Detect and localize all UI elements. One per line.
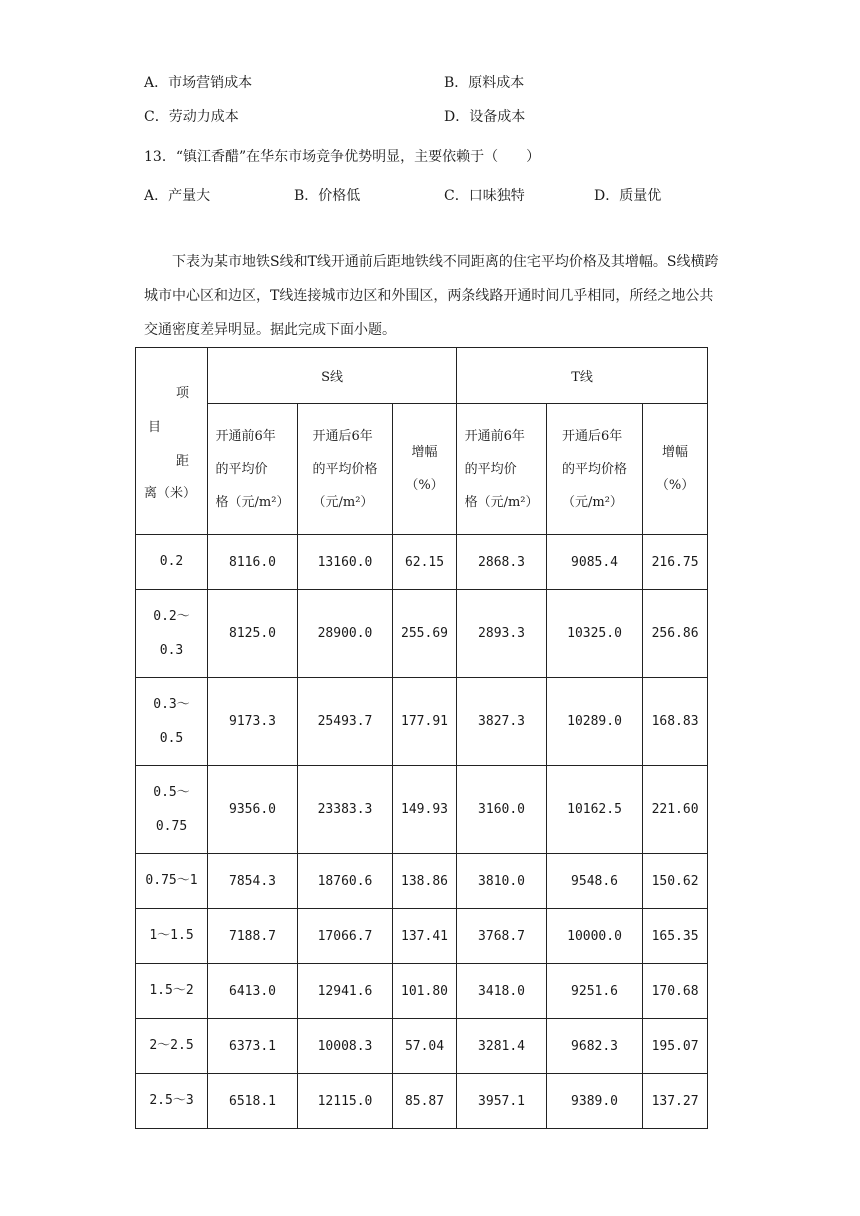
column-header-line: （元/m²） bbox=[562, 494, 623, 510]
distance-line: 0.3 bbox=[159, 642, 184, 658]
value-cell: 12115.0 bbox=[298, 1074, 393, 1129]
distance-line: 0.3～ bbox=[153, 696, 190, 712]
distance-line: 0.5 bbox=[159, 730, 184, 746]
column-header bbox=[547, 404, 643, 535]
value-cell: 3768.7 bbox=[457, 909, 547, 964]
value-cell: 9251.6 bbox=[547, 964, 643, 1019]
column-header-line: 开通前6年 bbox=[464, 428, 525, 444]
value-cell: 2868.3 bbox=[457, 535, 547, 590]
value-cell: 7188.7 bbox=[208, 909, 298, 964]
column-header-line: 增幅 bbox=[662, 445, 689, 460]
column-header-line: 开通后6年 bbox=[562, 428, 623, 444]
value-cell: 10008.3 bbox=[298, 1019, 393, 1074]
distance-cell bbox=[136, 766, 208, 854]
table-row bbox=[136, 678, 708, 766]
value-cell: 9173.3 bbox=[208, 678, 298, 766]
column-header-line: 的平均价格 bbox=[562, 461, 628, 477]
column-header-line: 增幅 bbox=[411, 445, 438, 460]
distance-line: 0.75 bbox=[155, 818, 188, 834]
distance-line: 1.5～2 bbox=[149, 983, 194, 998]
value-cell: 62.15 bbox=[393, 535, 457, 590]
value-cell: 25493.7 bbox=[298, 678, 393, 766]
distance-cell bbox=[136, 535, 208, 590]
distance-cell bbox=[136, 590, 208, 678]
price-table bbox=[135, 347, 708, 1129]
value-cell: 255.69 bbox=[393, 590, 457, 678]
value-cell: 3281.4 bbox=[457, 1019, 547, 1074]
q13-question: 13．“镇江香醋”在华东市场竞争优势明显，主要依赖于（ ） bbox=[144, 149, 541, 165]
value-cell: 138.86 bbox=[393, 854, 457, 909]
value-cell: 256.86 bbox=[643, 590, 708, 678]
corner-text-3: 距 bbox=[176, 454, 190, 469]
distance-line: 2～2.5 bbox=[149, 1038, 194, 1053]
value-cell: 3827.3 bbox=[457, 678, 547, 766]
distance-cell bbox=[136, 909, 208, 964]
column-header bbox=[457, 404, 547, 535]
value-cell: 165.35 bbox=[643, 909, 708, 964]
table-row bbox=[136, 909, 708, 964]
value-cell: 216.75 bbox=[643, 535, 708, 590]
table-row bbox=[136, 964, 708, 1019]
distance-cell bbox=[136, 678, 208, 766]
q13-option-d: D．质量优 bbox=[594, 188, 662, 204]
group-header-s: S线 bbox=[208, 348, 457, 404]
table-row bbox=[136, 1019, 708, 1074]
distance-line: 0.5～ bbox=[153, 784, 190, 800]
value-cell: 9085.4 bbox=[547, 535, 643, 590]
value-cell: 12941.6 bbox=[298, 964, 393, 1019]
corner-header bbox=[136, 348, 208, 535]
value-cell: 3160.0 bbox=[457, 766, 547, 854]
value-cell: 9356.0 bbox=[208, 766, 298, 854]
value-cell: 6518.1 bbox=[208, 1074, 298, 1129]
value-cell: 3810.0 bbox=[457, 854, 547, 909]
corner-text-4: 离（米） bbox=[144, 486, 197, 501]
distance-line: 0.2 bbox=[159, 554, 184, 569]
value-cell: 3957.1 bbox=[457, 1074, 547, 1129]
column-header-line: 的平均价格 bbox=[312, 461, 378, 477]
column-header bbox=[393, 404, 457, 535]
value-cell: 8116.0 bbox=[208, 535, 298, 590]
value-cell: 23383.3 bbox=[298, 766, 393, 854]
column-header-line: 开通后6年 bbox=[312, 428, 373, 444]
value-cell: 6373.1 bbox=[208, 1019, 298, 1074]
q13-option-b: B．价格低 bbox=[294, 188, 361, 204]
table-row bbox=[136, 590, 708, 678]
distance-line: 1～1.5 bbox=[149, 928, 194, 943]
value-cell: 28900.0 bbox=[298, 590, 393, 678]
distance-line: 0.75～1 bbox=[145, 873, 198, 888]
q12-option-b: B．原料成本 bbox=[444, 75, 525, 91]
value-cell: 9682.3 bbox=[547, 1019, 643, 1074]
table-row bbox=[136, 535, 708, 590]
value-cell: 10289.0 bbox=[547, 678, 643, 766]
column-header-line: 的平均价 bbox=[464, 461, 517, 477]
value-cell: 3418.0 bbox=[457, 964, 547, 1019]
column-header-line: 格（元/m²） bbox=[464, 494, 539, 510]
corner-text-2: 目 bbox=[148, 420, 162, 435]
corner-text-1: 项 bbox=[176, 386, 190, 401]
value-cell: 18760.6 bbox=[298, 854, 393, 909]
value-cell: 2893.3 bbox=[457, 590, 547, 678]
column-header-line: （元/m²） bbox=[312, 494, 374, 510]
table-row bbox=[136, 1074, 708, 1129]
passage: 下表为某市地铁S线和T线开通前后距地铁线不同距离的住宅平均价格及其增幅。S线横跨城市中心区和边区，T线连接城市边区和外围区，两条线路开通时间几乎相同，所经之地公共交通密度差异明显。据此完成下面小题。 bbox=[144, 254, 719, 338]
distance-line: 0.2～ bbox=[153, 608, 190, 624]
q13-option-a: A．产量大 bbox=[144, 188, 211, 204]
value-cell: 17066.7 bbox=[298, 909, 393, 964]
column-header bbox=[643, 404, 708, 535]
value-cell: 6413.0 bbox=[208, 964, 298, 1019]
value-cell: 13160.0 bbox=[298, 535, 393, 590]
value-cell: 168.83 bbox=[643, 678, 708, 766]
column-header-line: 格（元/m²） bbox=[215, 494, 290, 510]
value-cell: 150.62 bbox=[643, 854, 708, 909]
value-cell: 8125.0 bbox=[208, 590, 298, 678]
value-cell: 101.80 bbox=[393, 964, 457, 1019]
table-row bbox=[136, 766, 708, 854]
value-cell: 137.27 bbox=[643, 1074, 708, 1129]
distance-cell bbox=[136, 854, 208, 909]
distance-cell bbox=[136, 964, 208, 1019]
value-cell: 9389.0 bbox=[547, 1074, 643, 1129]
value-cell: 10000.0 bbox=[547, 909, 643, 964]
distance-cell bbox=[136, 1019, 208, 1074]
column-header bbox=[298, 404, 393, 535]
q12-option-c: C．劳动力成本 bbox=[144, 109, 239, 125]
value-cell: 221.60 bbox=[643, 766, 708, 854]
column-header-line: 的平均价 bbox=[215, 461, 268, 477]
value-cell: 177.91 bbox=[393, 678, 457, 766]
value-cell: 195.07 bbox=[643, 1019, 708, 1074]
distance-cell bbox=[136, 1074, 208, 1129]
value-cell: 57.04 bbox=[393, 1019, 457, 1074]
q13-option-c: C．口味独特 bbox=[444, 188, 525, 204]
table-row bbox=[136, 854, 708, 909]
value-cell: 149.93 bbox=[393, 766, 457, 854]
value-cell: 170.68 bbox=[643, 964, 708, 1019]
value-cell: 137.41 bbox=[393, 909, 457, 964]
q12-option-a: A．市场营销成本 bbox=[144, 75, 253, 91]
group-header-t: T线 bbox=[457, 348, 708, 404]
value-cell: 7854.3 bbox=[208, 854, 298, 909]
value-cell: 9548.6 bbox=[547, 854, 643, 909]
value-cell: 10162.5 bbox=[547, 766, 643, 854]
value-cell: 85.87 bbox=[393, 1074, 457, 1129]
distance-line: 2.5～3 bbox=[149, 1093, 194, 1108]
column-header-line: 开通前6年 bbox=[215, 428, 276, 444]
value-cell: 10325.0 bbox=[547, 590, 643, 678]
column-header-line: （%） bbox=[655, 478, 695, 493]
column-header bbox=[208, 404, 298, 535]
column-header-line: （%） bbox=[405, 478, 444, 493]
q12-option-d: D．设备成本 bbox=[444, 109, 526, 125]
